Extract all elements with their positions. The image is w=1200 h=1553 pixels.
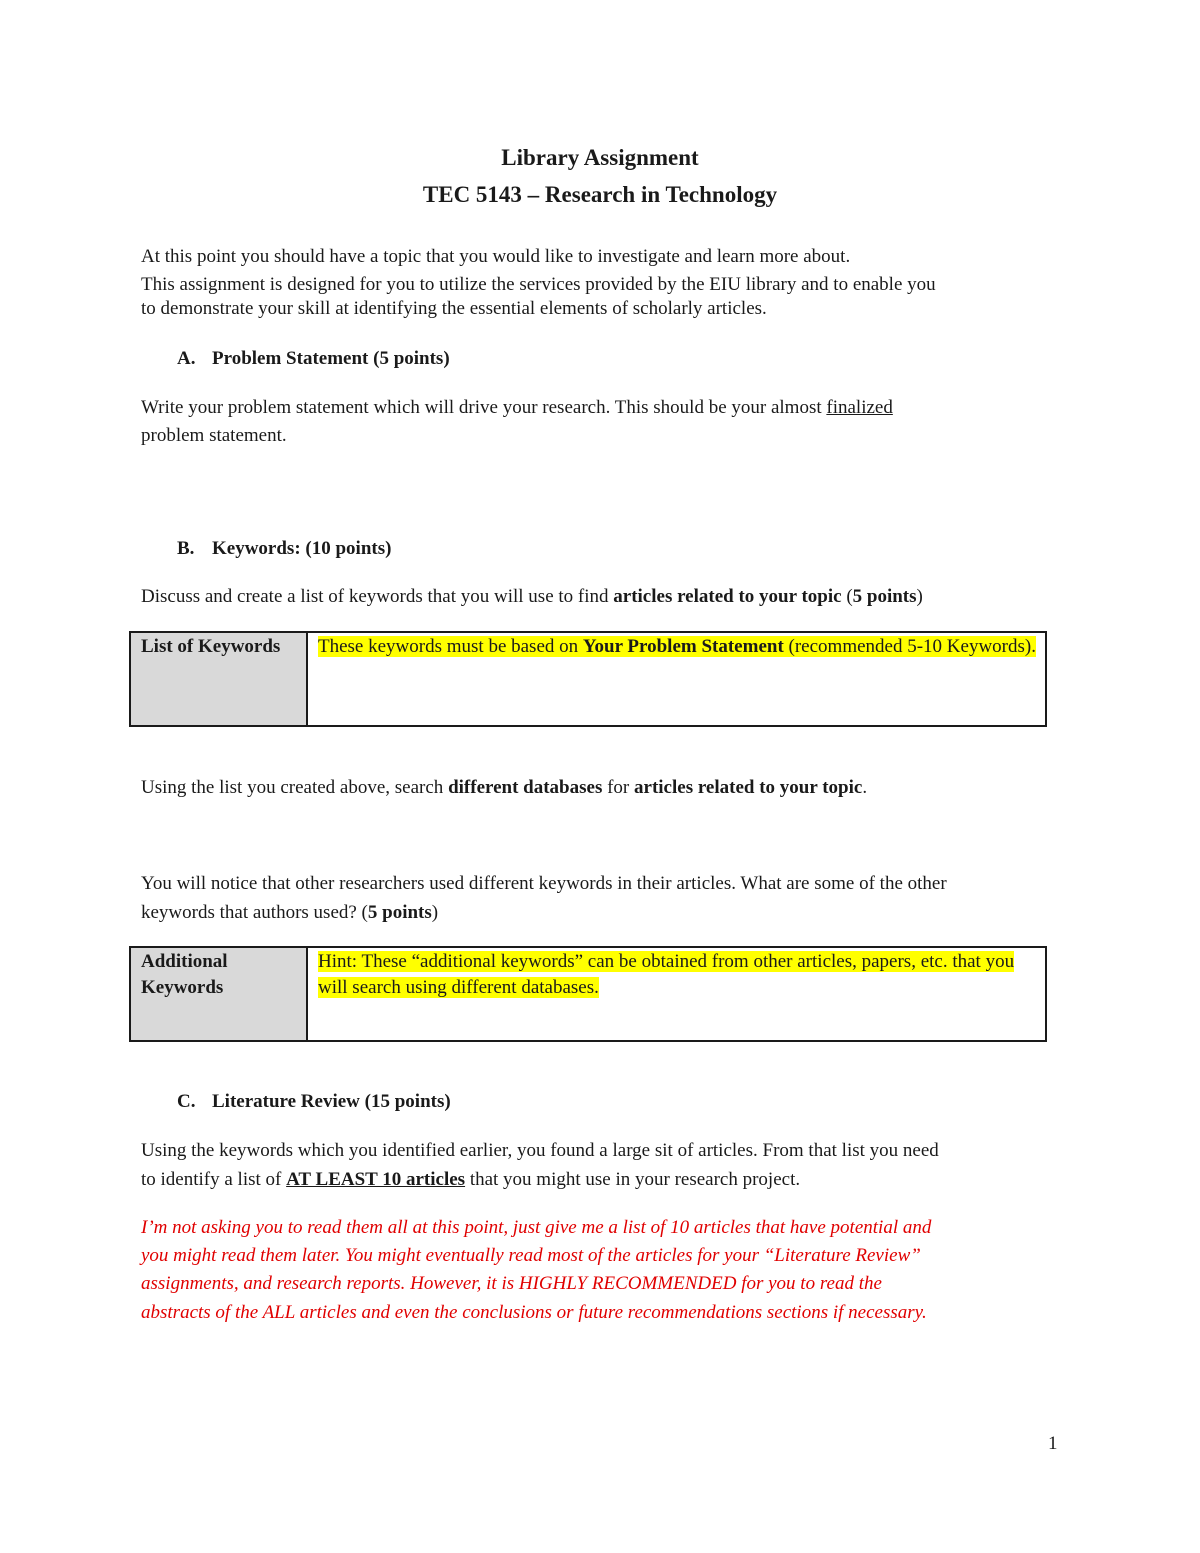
section-a-title: Problem Statement (5 points): [212, 348, 450, 369]
section-b-letter: B.: [177, 538, 195, 559]
section-a-heading: [177, 347, 450, 371]
note-line-3: assignments, and research reports. However, it is HIGHLY RECOMMENDED for you to read the: [141, 1273, 882, 1294]
notice-line-1: You will notice that other researchers used different keywords in their articles. What are some of the other: [141, 873, 947, 894]
discuss-text: Discuss and create a list of keywords that you will use to find: [141, 586, 614, 607]
using-bold-databases: different databases: [448, 777, 603, 798]
page-number: 1: [1048, 1433, 1058, 1454]
intro-line-3: to demonstrate your skill at identifying the essential elements of scholarly articles.: [141, 298, 767, 319]
section-c-line-1: Using the keywords which you identified earlier, you found a large sit of articles. From that list you need: [141, 1140, 939, 1161]
additional-keywords-cell[interactable]: [318, 949, 1037, 1001]
section-b-heading: [177, 537, 391, 561]
notice-line-2: [141, 901, 438, 925]
section-a-text-line-2: problem statement.: [141, 425, 287, 446]
using-text-2: for: [602, 777, 635, 798]
additional-keywords-label-text: Additional Keywords: [141, 951, 228, 998]
section-a-text-line-1: [141, 396, 893, 420]
keywords-table-cell[interactable]: [318, 634, 1037, 660]
notice-text: keywords that authors used? (: [141, 902, 368, 923]
keywords-hint-tail: (recommended 5-10 Keywords).: [783, 636, 1036, 657]
finalized-underlined: finalized: [826, 397, 893, 418]
section-c-heading: [177, 1090, 451, 1114]
at-least-10-articles: AT LEAST 10 articles: [286, 1169, 466, 1190]
section-c-line-2-tail: that you might use in your research project.: [465, 1169, 801, 1190]
section-a-letter: A.: [177, 348, 196, 369]
section-c-line-2: [141, 1168, 800, 1192]
using-period: .: [862, 777, 868, 798]
keywords-table: [129, 631, 1047, 727]
discuss-open-paren: (: [841, 586, 853, 607]
note-line-2: you might read them later. You might eventually read most of the articles for your “Literature Review”: [141, 1245, 921, 1266]
note-line-1: I’m not asking you to read them all at this point, just give me a list of 10 articles that have potential and: [141, 1217, 932, 1238]
discuss-points: 5 points: [852, 586, 917, 607]
course-subtitle: TEC 5143 – Research in Technology: [422, 182, 778, 207]
notice-points: 5 points: [367, 902, 432, 923]
additional-keywords-table: [129, 946, 1047, 1042]
keywords-table-label: [131, 633, 308, 725]
document-title: Library Assignment: [501, 145, 699, 170]
discuss-bold: articles related to your topic: [613, 586, 842, 607]
using-bold-articles: articles related to your topic: [634, 777, 863, 798]
intro-line-2: This assignment is designed for you to utilize the services provided by the EIU library and to enable you: [141, 274, 936, 295]
keywords-hint-bold: Your Problem Statement: [582, 636, 784, 657]
section-b-title: Keywords: (10 points): [212, 538, 392, 559]
intro-line-1: At this point you should have a topic that you would like to investigate and learn more about.: [141, 246, 851, 267]
discuss-close-paren: ): [916, 586, 923, 607]
using-list-text: [141, 776, 867, 800]
section-c-letter: C.: [177, 1091, 196, 1112]
keywords-hint-text: These keywords must be based on: [318, 636, 583, 657]
notice-close-paren: ): [431, 902, 439, 923]
keywords-hint: [318, 636, 1036, 657]
additional-keywords-hint: Hint: These “additional keywords” can be obtained from other articles, papers, etc. that you will search using different databases.: [318, 951, 1015, 998]
section-c-title: Literature Review (15 points): [212, 1091, 451, 1112]
note-line-4: abstracts of the ALL articles and even the conclusions or future recommendations sections if necessary.: [141, 1302, 927, 1323]
section-a-text: Write your problem statement which will drive your research. This should be your almost: [141, 397, 827, 418]
keywords-label-text: List of Keywords: [141, 636, 281, 657]
using-text-1: Using the list you created above, search: [141, 777, 449, 798]
section-c-line-2-text: to identify a list of: [141, 1169, 287, 1190]
additional-keywords-label: [131, 948, 308, 1040]
section-b-discuss: [141, 585, 923, 609]
